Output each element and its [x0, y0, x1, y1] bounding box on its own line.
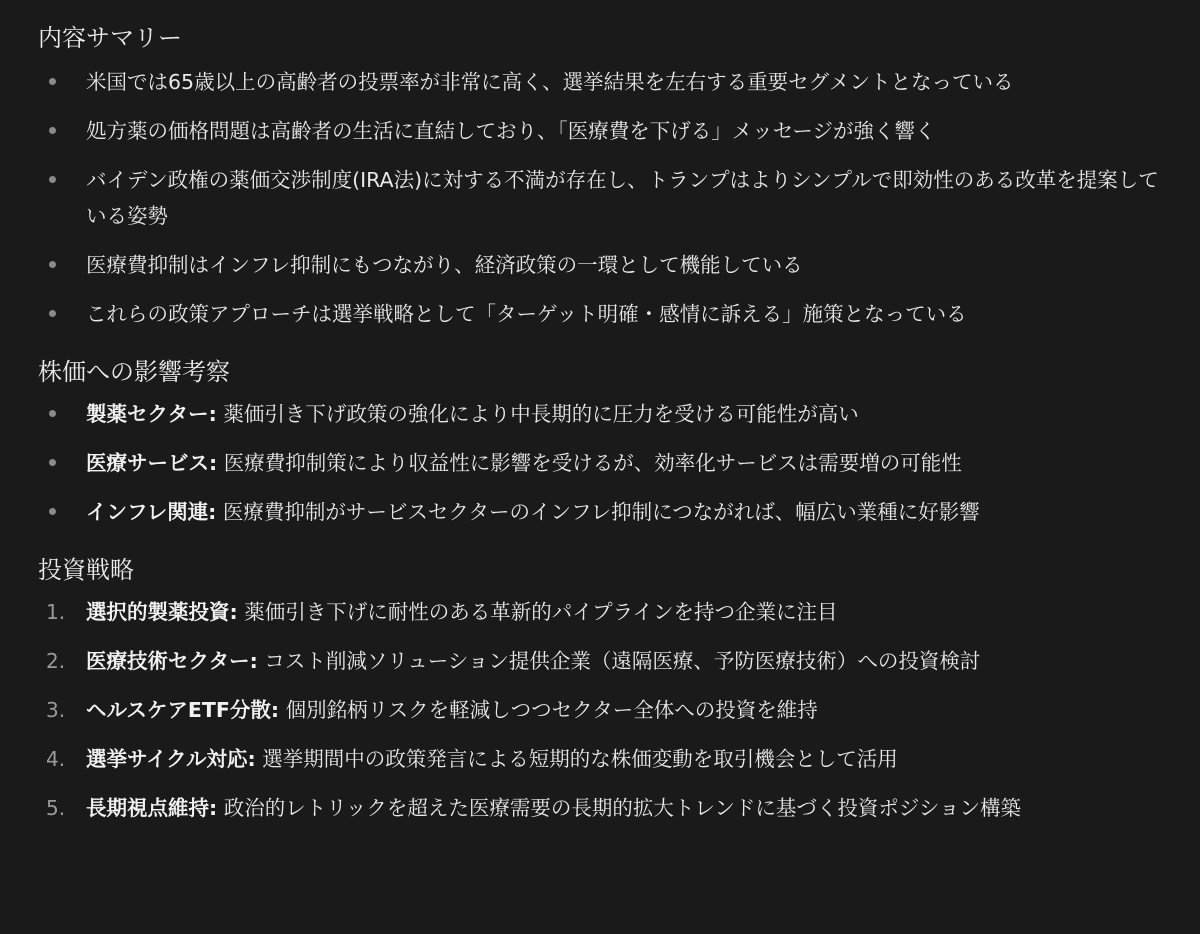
bullet-marker: [38, 64, 86, 100]
list-item: [38, 594, 1162, 630]
stock-impact-list: [38, 396, 1162, 530]
item-label: 長期視点維持:: [86, 796, 218, 820]
bullet-dot-icon: [49, 310, 56, 317]
item-body: 医療費抑制策により収益性に影響を受けるが、効率化サービスは需要増の可能性: [217, 451, 962, 475]
list-number: 2.: [46, 649, 66, 673]
item-body: 薬価引き下げ政策の強化により中長期的に圧力を受ける可能性が高い: [216, 402, 859, 426]
list-item: [38, 494, 1162, 530]
list-item-text: [86, 396, 1162, 432]
bullet-dot-icon: [49, 459, 56, 466]
item-body: 薬価引き下げに耐性のある革新的パイプラインを持つ企業に注目: [237, 600, 838, 624]
list-item-text: [86, 692, 1162, 728]
item-label: 医療技術セクター:: [86, 649, 258, 673]
bullet-marker: [38, 396, 86, 432]
list-item-text: 医療費抑制はインフレ抑制にもつながり、経済政策の一環として機能している: [86, 253, 803, 277]
list-item-text: [86, 643, 1162, 679]
bullet-marker: [38, 445, 86, 481]
bullet-marker: [38, 113, 86, 149]
list-number: 5.: [46, 796, 66, 820]
item-label: 選挙サイクル対応:: [86, 747, 256, 771]
list-item: [38, 643, 1162, 679]
item-label: 製薬セクター:: [86, 402, 217, 426]
bullet-marker: [38, 494, 86, 530]
list-item-text: 処方薬の価格問題は高齢者の生活に直結しており、「医療費を下げる」メッセージが強く響く: [86, 119, 936, 143]
summary-list: [38, 64, 1162, 332]
list-item-text: [86, 494, 1162, 530]
list-item: [38, 790, 1162, 826]
list-item-text: バイデン政権の薬価交渉制度(IRA法)に対する不満が存在し、トランプはよりシンプルで即効性のある改革を提案している姿勢: [86, 168, 1159, 228]
list-item: [38, 692, 1162, 728]
bullet-dot-icon: [49, 508, 56, 515]
list-number: 1.: [46, 600, 66, 624]
list-item: [38, 64, 1162, 100]
bullet-marker: [38, 162, 86, 234]
bullet-dot-icon: [49, 176, 56, 183]
item-label: 選択的製薬投資:: [86, 600, 238, 624]
list-item: [38, 162, 1162, 234]
item-body: 選挙期間中の政策発言による短期的な株価変動を取引機会として活用: [255, 747, 898, 771]
list-item-text: [86, 594, 1162, 630]
list-number: 4.: [46, 747, 66, 771]
list-item: [38, 445, 1162, 481]
list-item: [38, 741, 1162, 777]
list-item-text: 米国では65歳以上の高齢者の投票率が非常に高く、選挙結果を左右する重要セグメントとなっている: [86, 70, 1014, 94]
section-heading-summary: 内容サマリー: [38, 24, 182, 52]
item-label: 医療サービス:: [86, 451, 218, 475]
list-item-text: [86, 790, 1162, 826]
item-label: ヘルスケアETF分散:: [86, 698, 280, 722]
section-heading-stock-impact: 株価への影響考察: [38, 358, 230, 386]
item-body: コスト削減ソリューション提供企業（遠隔医療、予防医療技術）への投資検討: [257, 649, 981, 673]
item-label: インフレ関連:: [86, 500, 217, 524]
bullet-dot-icon: [49, 78, 56, 85]
list-item: [38, 296, 1162, 332]
list-number: 3.: [46, 698, 66, 722]
bullet-dot-icon: [49, 261, 56, 268]
item-body: 個別銘柄リスクを軽減しつつセクター全体への投資を維持: [279, 698, 818, 722]
list-item-text: これらの政策アプローチは選挙戦略として「ターゲット明確・感情に訴える」施策となっている: [86, 302, 967, 326]
item-body: 医療費抑制がサービスセクターのインフレ抑制につながれば、幅広い業種に好影響: [216, 500, 980, 524]
bullet-marker: [38, 296, 86, 332]
list-item: [38, 113, 1162, 149]
list-item-text: [86, 445, 1162, 481]
strategy-list: [38, 594, 1162, 826]
list-item: [38, 396, 1162, 432]
item-body: 政治的レトリックを超えた医療需要の長期的拡大トレンドに基づく投資ポジション構築: [217, 796, 1021, 820]
list-item-text: [86, 741, 1162, 777]
bullet-marker: [38, 247, 86, 283]
bullet-dot-icon: [49, 127, 56, 134]
section-heading-strategy: 投資戦略: [38, 556, 134, 584]
list-item: [38, 247, 1162, 283]
bullet-dot-icon: [49, 410, 56, 417]
